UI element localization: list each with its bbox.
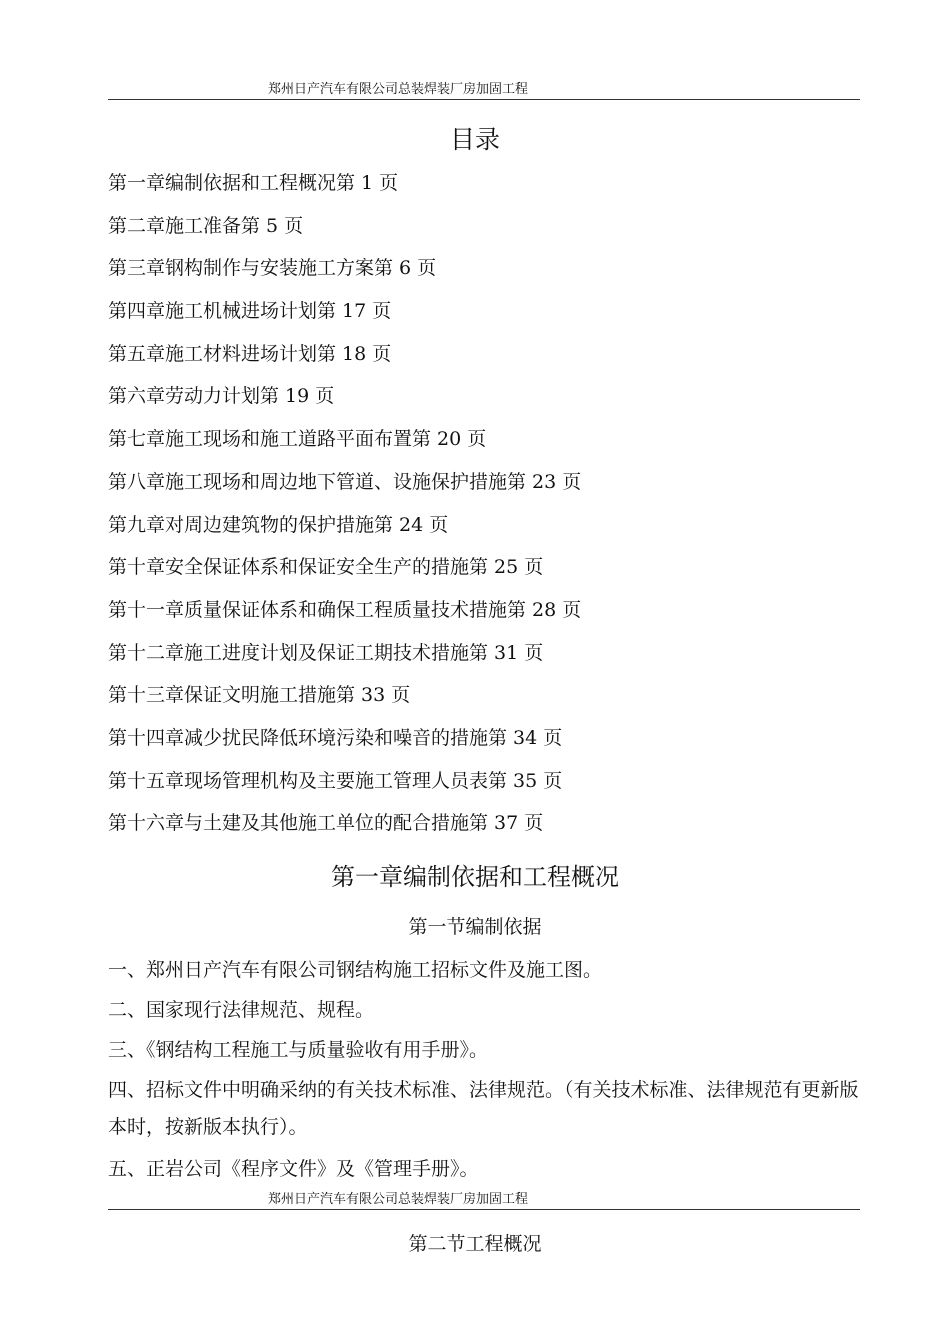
table-of-contents — [108, 168, 581, 851]
paragraph: 五、正岩公司《程序文件》及《管理手册》。 — [108, 1158, 479, 1180]
toc-title: 目录 — [449, 125, 500, 154]
paragraph: 二、国家现行法律规范、规程。 — [108, 999, 375, 1021]
toc-item: 第七章施工现场和施工道路平面布置第 20 页 — [108, 428, 487, 451]
paragraph: 四、招标文件中明确采纳的有关技术标准、法律规范。（有关技术标准、法律规范有更新版本时，按新版本执行）。 — [108, 1079, 859, 1138]
toc-item: 第一章编制依据和工程概况第 1 页 — [108, 172, 399, 194]
toc-item: 第十二章施工进度计划及保证工期技术措施第 31 页 — [108, 641, 544, 664]
page-header-text: 郑州日产汽车有限公司总装焊装厂房加固工程 — [267, 82, 528, 97]
toc-item: 第四章施工机械进场计划第 17 页 — [108, 300, 392, 323]
page-header — [108, 1191, 860, 1210]
toc-item: 第三章钢构制作与安装施工方案第 6 页 — [108, 257, 437, 280]
toc-item: 第六章劳动力计划第 19 页 — [108, 385, 335, 408]
section-title: 第二节工程概况 — [408, 1233, 542, 1255]
page-header-text: 郑州日产汽车有限公司总装焊装厂房加固工程 — [267, 1192, 528, 1207]
section-title: 第一节编制依据 — [408, 916, 542, 938]
toc-item: 第十五章现场管理机构及主要施工管理人员表第 35 页 — [108, 769, 563, 792]
paragraph: 三、《钢结构工程施工与质量验收有用手册》。 — [108, 1039, 489, 1061]
paragraph: 一、郑州日产汽车有限公司钢结构施工招标文件及施工图。 — [108, 959, 603, 981]
page-header — [108, 81, 860, 100]
toc-item: 第十四章减少扰民降低环境污染和噪音的措施第 34 页 — [108, 726, 563, 749]
toc-item: 第二章施工准备第 5 页 — [108, 214, 304, 237]
toc-item: 第九章对周边建筑物的保护措施第 24 页 — [108, 513, 449, 536]
section-body — [108, 950, 860, 1189]
toc-item: 第八章施工现场和周边地下管道、设施保护措施第 23 页 — [108, 470, 582, 493]
toc-item: 第十六章与土建及其他施工单位的配合措施第 37 页 — [108, 812, 544, 835]
toc-item: 第十一章质量保证体系和确保工程质量技术措施第 28 页 — [108, 598, 582, 621]
toc-item: 第十章安全保证体系和保证安全生产的措施第 25 页 — [108, 556, 544, 579]
toc-item: 第十三章保证文明施工措施第 33 页 — [108, 684, 411, 707]
chapter-title: 第一章编制依据和工程概况 — [331, 863, 619, 891]
toc-item: 第五章施工材料进场计划第 18 页 — [108, 342, 392, 365]
